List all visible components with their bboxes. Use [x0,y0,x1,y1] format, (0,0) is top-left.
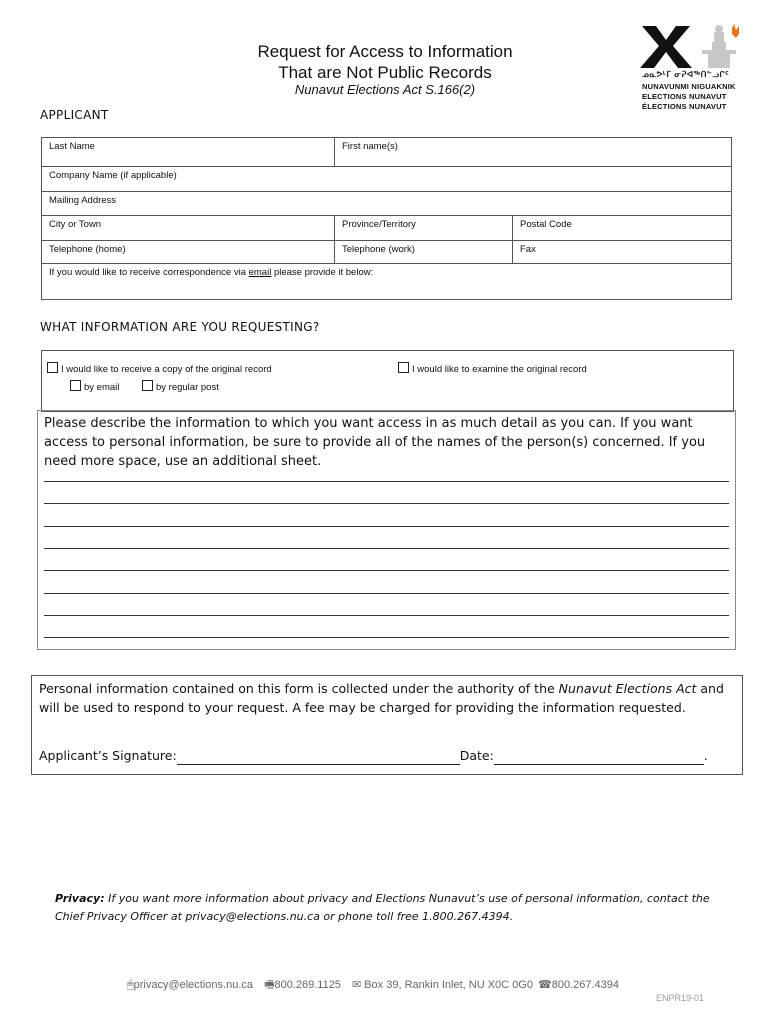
writing-line[interactable] [44,615,729,616]
signature-label: Applicant’s Signature: [39,748,177,763]
city-label: City or Town [49,219,102,230]
footer-contacts [127,976,619,995]
elections-nunavut-logo [640,24,750,116]
privacy-note [55,890,735,926]
option-examine[interactable] [398,362,587,375]
phone-icon: ☎ [538,979,552,991]
postal-code-label: Postal Code [520,219,572,230]
telephone-home-field[interactable] [42,241,335,264]
footer-phone: 800.267.4394 [551,979,620,991]
writing-line[interactable] [44,503,729,504]
logo-line-2: ELECTIONS NUNAVUT [642,92,727,101]
writing-line[interactable] [44,481,729,482]
notice-act-name: Nunavut Elections Act [558,681,697,696]
by-post-checkbox-icon[interactable] [142,380,153,391]
email-note-end: please provide it below: [271,267,374,278]
telephone-home-label: Telephone (home) [49,244,126,255]
by-email-label: by email [84,382,120,393]
email-note-start: If you would like to receive correspondence via [49,267,249,278]
footer-address: Box 39, Rankin Inlet, NU X0C 0G0 [364,979,533,991]
computer-icon: 🖱 [127,979,134,991]
footer-email[interactable]: privacy@elections.nu.ca [133,979,253,991]
fax-field[interactable] [513,241,732,264]
applicant-form-table [41,137,732,300]
date-line[interactable] [494,750,704,765]
mail-icon: ✉ [352,979,362,991]
notice-box [31,675,743,775]
signature-line[interactable] [177,750,460,765]
request-heading: WHAT INFORMATION ARE YOU REQUESTING? [40,320,320,334]
fax-label: Fax [520,244,536,255]
form-title-line1: Request for Access to Information [257,42,513,61]
province-field[interactable] [335,216,513,241]
writing-line[interactable] [44,526,729,527]
notice-text [39,679,739,717]
option-by-email[interactable] [70,380,119,393]
notice-text-start: Personal information contained on this form is collected under the authority of the [39,681,559,696]
logo-line-1: NUNAVUNMI NIGUAKNIK [642,82,736,91]
by-post-label: by regular post [156,382,219,393]
writing-line[interactable] [44,637,729,638]
writing-line[interactable] [44,548,729,549]
city-field[interactable] [42,216,335,241]
examine-checkbox-icon[interactable] [398,362,409,373]
signature-row [39,746,708,765]
writing-line[interactable] [44,593,729,594]
mailing-address-field[interactable] [42,192,732,216]
province-label: Province/Territory [342,219,416,230]
form-title-line2: That are Not Public Records [278,63,492,82]
option-copy-label: I would like to receive a copy of the original record [61,364,272,375]
applicant-heading: APPLICANT [40,108,109,122]
description-instructions: Please describe the information to which you want access in as much detail as you can. If you want access to personal information, be sure to provide all of the names of the person(s) concerned. If you need more space, use an additional sheet. [44,416,706,469]
form-code: ENPR19-01 [656,993,705,1003]
date-label: Date: [459,748,494,763]
privacy-label: Privacy: [55,892,105,905]
last-name-field[interactable] [42,138,335,167]
fax-machine-icon: 🖷 [264,979,275,991]
date-period: . [703,748,708,763]
email-note-link: email [248,267,272,278]
privacy-text: If you want more information about privacy and Elections Nunavut’s use of personal information, contact the Chief Privacy Officer at privacy@elections.nu.ca or phone toll free 1.800.267.4394. [55,892,710,923]
email-field[interactable] [42,264,732,300]
first-name-label: First name(s) [342,141,398,152]
company-name-field[interactable] [42,167,732,192]
telephone-work-field[interactable] [335,241,513,264]
notice-text-end: and will be used to respond to your request. A fee may be charged for providing the information requested. [39,681,724,715]
form-subtitle: Nunavut Elections Act S.166(2) [294,82,476,97]
logo-mark-icon [640,24,750,70]
last-name-label: Last Name [49,141,95,152]
mailing-address-label: Mailing Address [49,195,117,206]
telephone-work-label: Telephone (work) [342,244,415,255]
footer-fax: 800.269.1125 [274,979,341,991]
company-name-label: Company Name (if applicable) [49,170,177,181]
option-examine-label: I would like to examine the original record [412,364,587,375]
option-copy[interactable] [47,362,272,375]
request-options-box [41,350,734,412]
postal-code-field[interactable] [513,216,732,241]
by-email-checkbox-icon[interactable] [70,380,81,391]
copy-checkbox-icon[interactable] [47,362,58,373]
logo-syllabics: ᓄᓇᕗᒻᒥ ᓂᕈᐊᖅᑎᓪᓗᒋᑦ [642,70,730,79]
writing-line[interactable] [44,570,729,571]
option-by-post[interactable] [142,380,219,393]
logo-line-3: ÉLECTIONS NUNAVUT [642,102,727,111]
first-name-field[interactable] [335,138,732,167]
